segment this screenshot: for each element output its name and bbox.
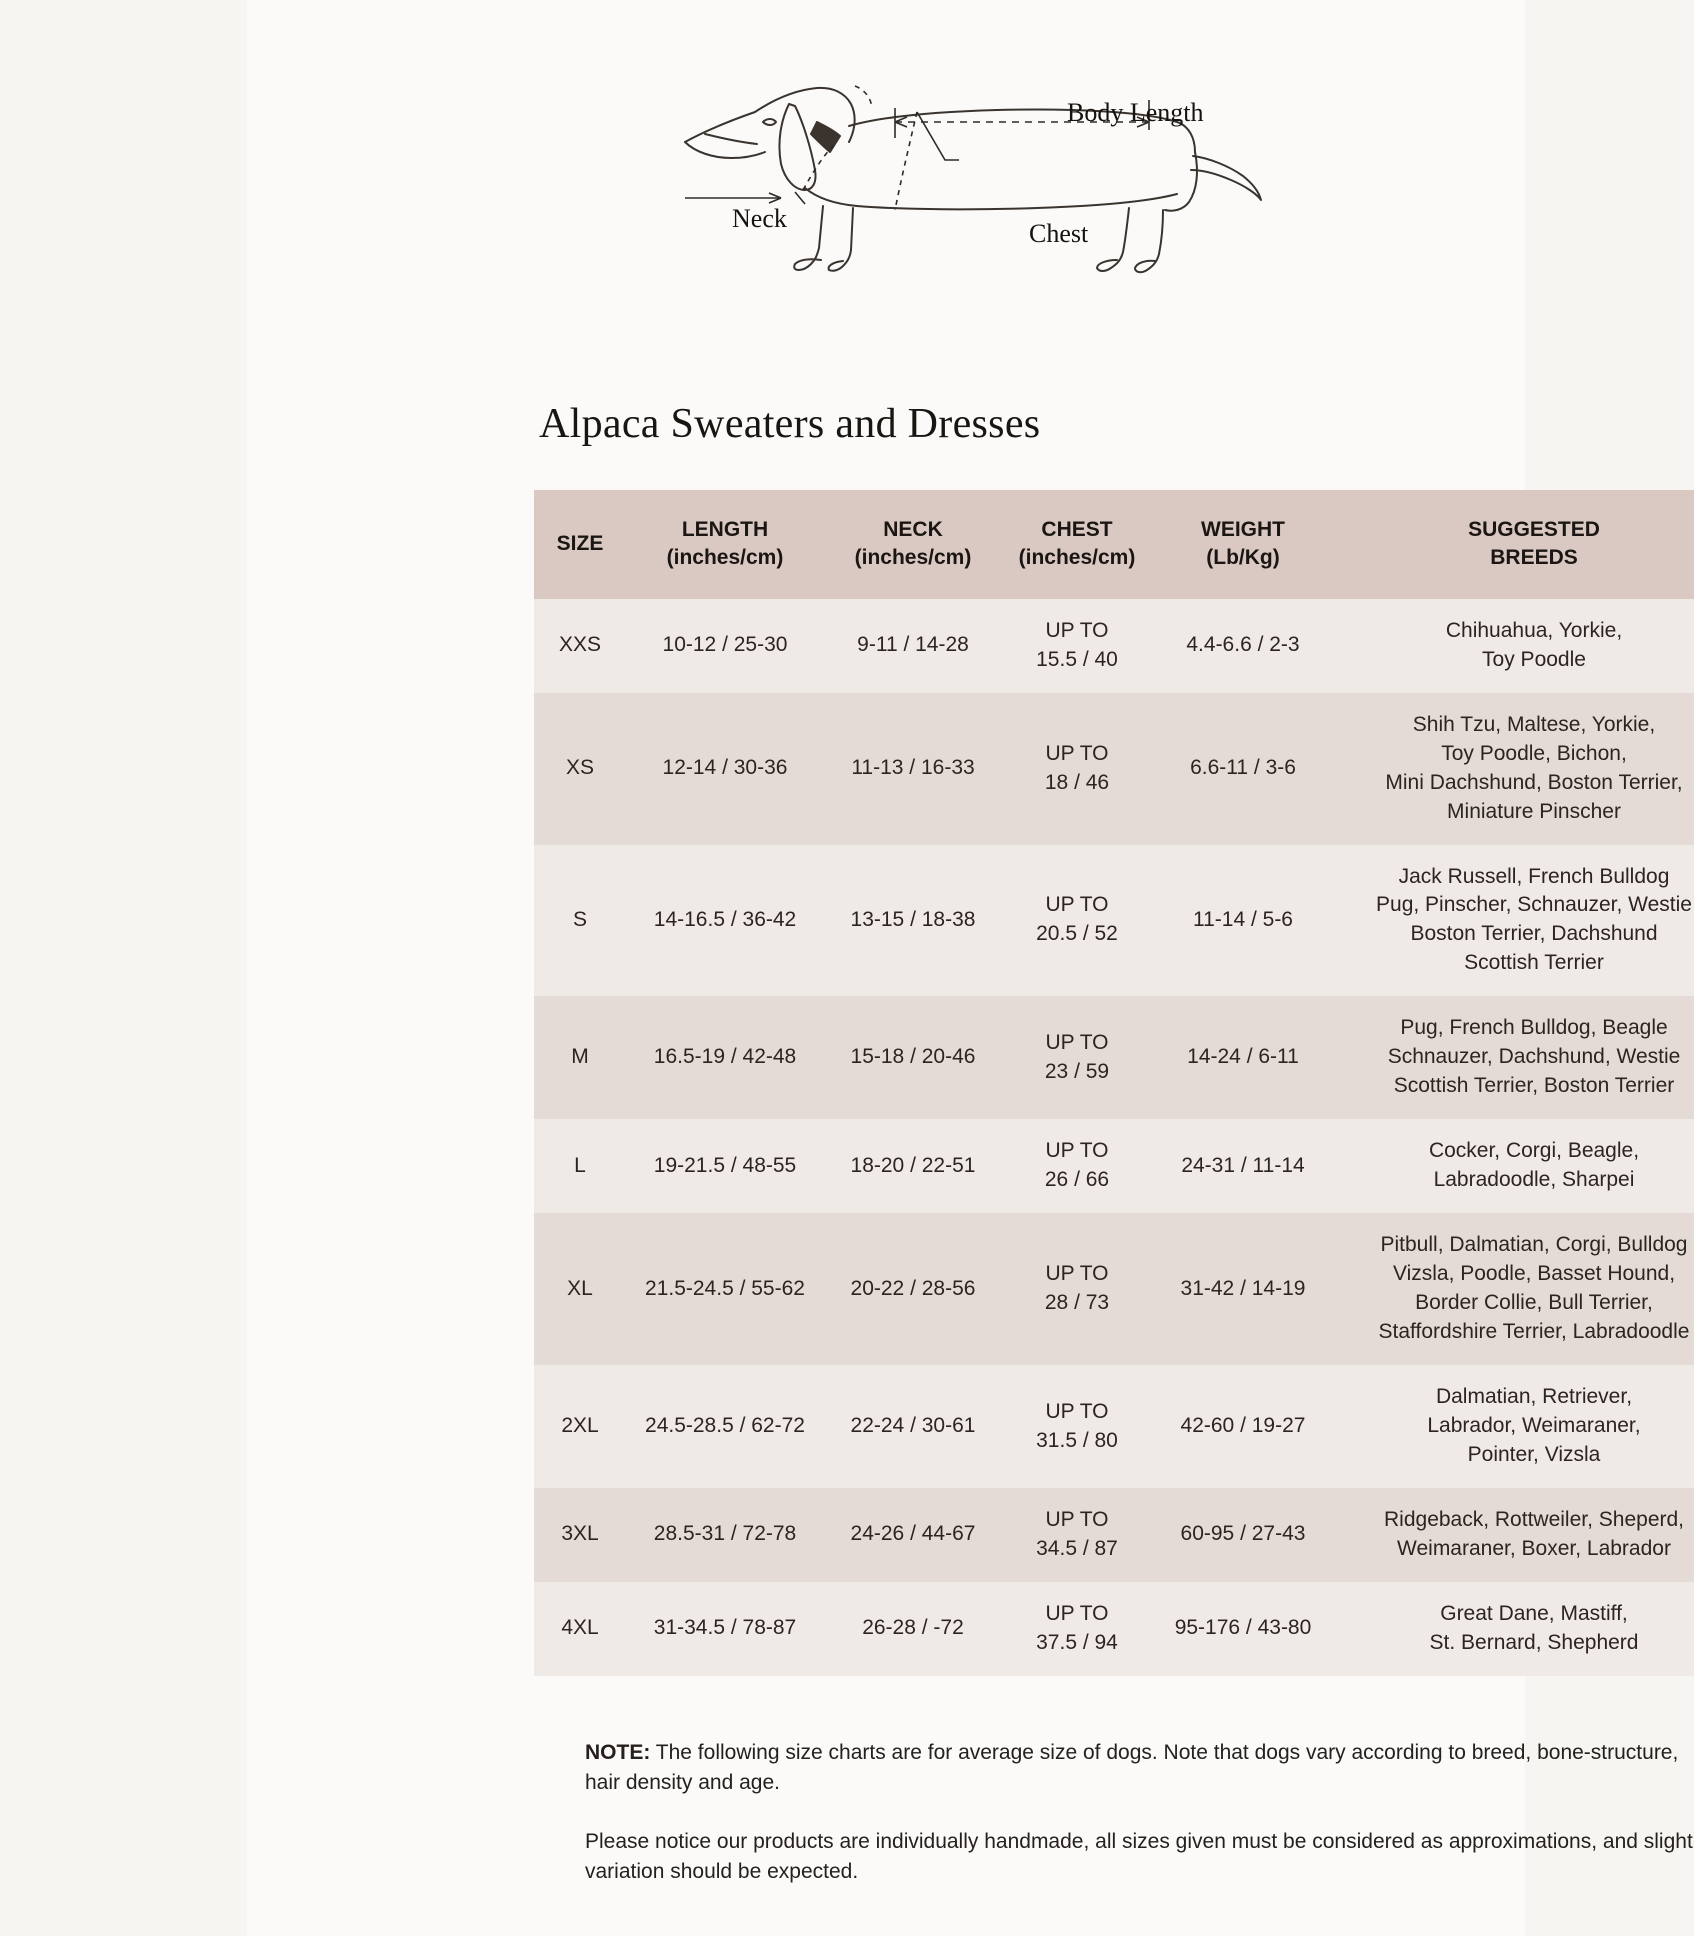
note-label: NOTE: (585, 1741, 651, 1764)
note-text: The following size charts are for average size of dogs. Note that dogs vary according to breed, bone-structure, hair density and age. (585, 1741, 1679, 1795)
cell-chest: UP TO 20.5 / 52 (1002, 845, 1152, 997)
header-chest (1002, 490, 1152, 599)
table-row (534, 693, 1694, 845)
cell-neck: 11-13 / 16-33 (824, 693, 1002, 845)
cell-weight: 14-24 / 6-11 (1152, 996, 1334, 1119)
header-length-main: LENGTH (681, 518, 769, 541)
cell-neck: 20-22 / 28-56 (824, 1213, 1002, 1365)
cell-neck: 26-28 / -72 (824, 1582, 1002, 1676)
cell-chest: UP TO 31.5 / 80 (1002, 1365, 1152, 1488)
cell-size: XXS (534, 599, 626, 693)
cell-length: 14-16.5 / 36-42 (626, 845, 824, 997)
table-row (534, 1119, 1694, 1213)
table-row (534, 845, 1694, 997)
table-row (534, 1213, 1694, 1365)
cell-breeds: Pug, French Bulldog, Beagle Schnauzer, Dachshund, Westie Scottish Terrier, Boston Terrier (1334, 996, 1694, 1119)
table-row (534, 599, 1694, 693)
cell-breeds: Ridgeback, Rottweiler, Sheperd, Weimaraner, Boxer, Labrador (1334, 1488, 1694, 1582)
neck-label: Neck (732, 204, 787, 233)
cell-size: XL (534, 1213, 626, 1365)
cell-neck: 15-18 / 20-46 (824, 996, 1002, 1119)
cell-chest: UP TO 18 / 46 (1002, 693, 1152, 845)
header-breeds-main: SUGGESTED (1468, 518, 1600, 541)
cell-size: 3XL (534, 1488, 626, 1582)
header-size (534, 490, 626, 599)
header-neck-sub: (inches/cm) (854, 546, 972, 570)
cell-size: S (534, 845, 626, 997)
cell-size: 4XL (534, 1582, 626, 1676)
notes-section (585, 1738, 1694, 1916)
cell-chest: UP TO 28 / 73 (1002, 1213, 1152, 1365)
cell-size: L (534, 1119, 626, 1213)
header-neck (824, 490, 1002, 599)
table-body (534, 599, 1694, 1676)
cell-size: 2XL (534, 1365, 626, 1488)
cell-chest: UP TO 37.5 / 94 (1002, 1582, 1152, 1676)
page-title: Alpaca Sweaters and Dresses (539, 401, 1041, 447)
cell-weight: 6.6-11 / 3-6 (1152, 693, 1334, 845)
cell-breeds: Chihuahua, Yorkie, Toy Poodle (1334, 599, 1694, 693)
header-length (626, 490, 824, 599)
size-table (534, 490, 1694, 1676)
cell-size: M (534, 996, 626, 1119)
note-primary (585, 1738, 1694, 1799)
cell-neck: 22-24 / 30-61 (824, 1365, 1002, 1488)
table-row (534, 996, 1694, 1119)
cell-length: 21.5-24.5 / 55-62 (626, 1213, 824, 1365)
cell-length: 16.5-19 / 42-48 (626, 996, 824, 1119)
cell-weight: 95-176 / 43-80 (1152, 1582, 1334, 1676)
cell-length: 12-14 / 30-36 (626, 693, 824, 845)
content-sheet (247, 0, 1693, 1936)
cell-length: 31-34.5 / 78-87 (626, 1582, 824, 1676)
dachshund-icon (677, 60, 1437, 290)
header-weight-sub: (Lb/Kg) (1206, 546, 1280, 570)
cell-length: 19-21.5 / 48-55 (626, 1119, 824, 1213)
cell-breeds: Jack Russell, French Bulldog Pug, Pinscher, Schnauzer, Westie Boston Terrier, Dachshund Scottish Terrier (1334, 845, 1694, 997)
table-row (534, 1582, 1694, 1676)
cell-breeds: Great Dane, Mastiff, St. Bernard, Shepherd (1334, 1582, 1694, 1676)
header-size-main: SIZE (556, 532, 604, 556)
header-row (534, 490, 1694, 599)
cell-weight: 11-14 / 5-6 (1152, 845, 1334, 997)
cell-breeds: Pitbull, Dalmatian, Corgi, Bulldog Vizsla, Poodle, Basset Hound, Border Collie, Bull Terrier, Staffordshire Terrier, Labradoodle (1334, 1213, 1694, 1365)
measurement-diagram (677, 60, 1437, 290)
cell-breeds: Cocker, Corgi, Beagle, Labradoodle, Sharpei (1334, 1119, 1694, 1213)
cell-breeds: Dalmatian, Retriever, Labrador, Weimaraner, Pointer, Vizsla (1334, 1365, 1694, 1488)
cell-neck: 24-26 / 44-67 (824, 1488, 1002, 1582)
cell-weight: 60-95 / 27-43 (1152, 1488, 1334, 1582)
header-chest-main: CHEST (1041, 518, 1113, 541)
cell-chest: UP TO 15.5 / 40 (1002, 599, 1152, 693)
cell-weight: 24-31 / 11-14 (1152, 1119, 1334, 1213)
body-length-label: Body Length (1067, 98, 1204, 127)
cell-breeds: Shih Tzu, Maltese, Yorkie, Toy Poodle, Bichon, Mini Dachshund, Boston Terrier, Miniature Pinscher (1334, 693, 1694, 845)
header-length-sub: (inches/cm) (666, 546, 784, 570)
cell-length: 28.5-31 / 72-78 (626, 1488, 824, 1582)
table-row (534, 1365, 1694, 1488)
header-weight-main: WEIGHT (1201, 518, 1285, 541)
cell-length: 24.5-28.5 / 62-72 (626, 1365, 824, 1488)
chest-label: Chest (1029, 219, 1089, 248)
size-table-container (534, 490, 1694, 1676)
note-secondary: Please notice our products are individually handmade, all sizes given must be considered as approximations, and slight variation should be expected. (585, 1829, 1693, 1884)
header-neck-main: NECK (883, 518, 943, 541)
cell-neck: 9-11 / 14-28 (824, 599, 1002, 693)
cell-chest: UP TO 23 / 59 (1002, 996, 1152, 1119)
header-chest-sub: (inches/cm) (1018, 546, 1136, 570)
table-row (534, 1488, 1694, 1582)
cell-weight: 4.4-6.6 / 2-3 (1152, 599, 1334, 693)
header-breeds (1334, 490, 1694, 599)
table-header (534, 490, 1694, 599)
cell-neck: 13-15 / 18-38 (824, 845, 1002, 997)
cell-size: XS (534, 693, 626, 845)
cell-weight: 42-60 / 19-27 (1152, 1365, 1334, 1488)
cell-length: 10-12 / 25-30 (626, 599, 824, 693)
cell-chest: UP TO 26 / 66 (1002, 1119, 1152, 1213)
cell-weight: 31-42 / 14-19 (1152, 1213, 1334, 1365)
header-weight (1152, 490, 1334, 599)
cell-chest: UP TO 34.5 / 87 (1002, 1488, 1152, 1582)
cell-neck: 18-20 / 22-51 (824, 1119, 1002, 1213)
header-breeds-sub: BREEDS (1490, 546, 1578, 570)
